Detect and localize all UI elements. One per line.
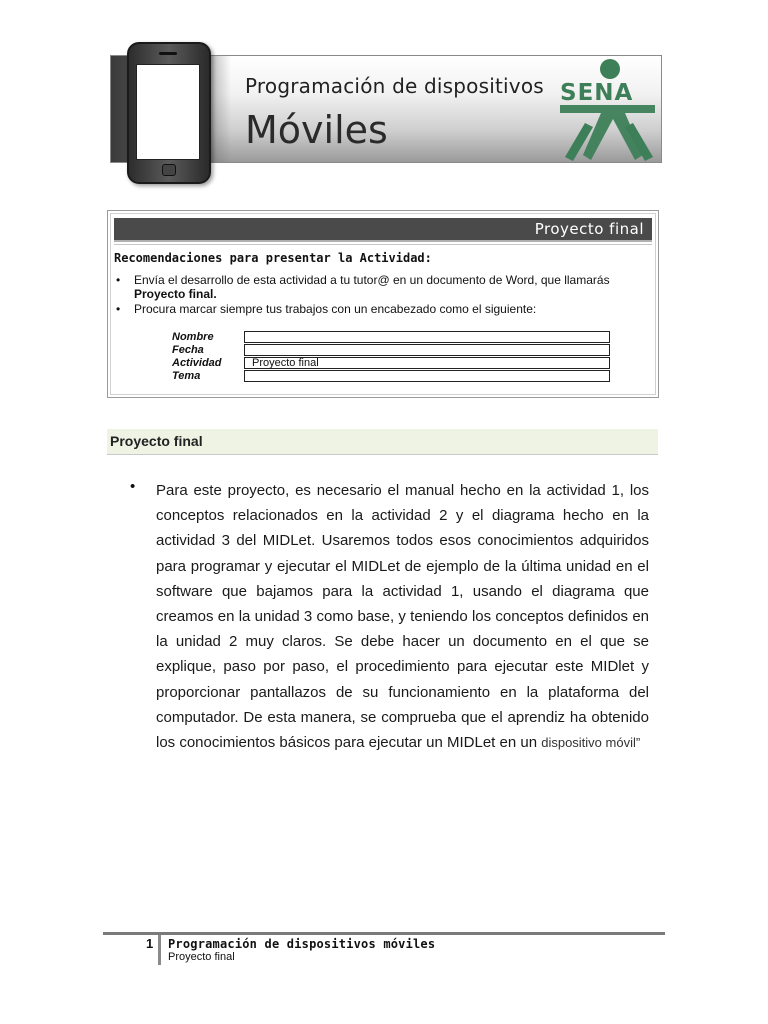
field-value-fecha (244, 344, 610, 356)
footer-separator (158, 935, 161, 965)
section-title: Proyecto final (110, 433, 203, 449)
footer-subtitle: Proyecto final (168, 951, 235, 963)
paragraph-text: Para este proyecto, es necesario el manual hecho en la actividad 1, los conceptos relacionados en la actividad 2 y el diagrama hecho en la actividad 3 del MIDLet. Usaremos todos esos conocimientos adquiridos para programar y ejecutar el MIDLet de ejemplo de la última unidad en el software que bajamos para la actividad 1, usando el diagrama que creamos en la unidad 3 como base, y teniendo los conceptos definidos en la unidad 2 muy claros. Se debe hacer un documento en el que se explique, paso por paso, el procedimiento para ejecutar este MIDlet y proporcionar pantallazos de su funcionamiento en la plataforma del computador. De esta manera, se comprueba que el aprendiz ha obtenido los conocimientos básicos para ejecutar un MIDLet en un (156, 482, 649, 752)
list-item-bold: Proyecto final. (134, 287, 217, 301)
footer-title: Programación de dispositivos móviles (168, 937, 436, 951)
field-value-nombre (244, 331, 610, 343)
recommendations-box (107, 210, 659, 398)
field-label-tema: Tema (172, 370, 201, 382)
recommendations-title: Recomendaciones para presentar la Actividad: (114, 251, 432, 265)
list-item-text: Envía el desarrollo de esta actividad a tu tutor@ en un documento de Word, que llamarás (134, 273, 610, 287)
recommendations-list (114, 273, 654, 317)
banner-title: Programación de dispositivos (245, 74, 544, 98)
sena-logo (555, 57, 659, 161)
recommendations-header-label: Proyecto final (534, 220, 644, 238)
field-value-actividad: Proyecto final (244, 357, 610, 369)
field-label-actividad: Actividad (172, 357, 222, 369)
list-item-text: Procura marcar siempre tus trabajos con un encabezado como el siguiente: (134, 302, 537, 316)
bullet-icon: • (130, 478, 136, 495)
bullet-icon: • (116, 302, 121, 316)
body-paragraph (156, 478, 649, 755)
banner-subtitle: Móviles (245, 108, 388, 152)
section-heading-bar (107, 429, 658, 455)
phone-home-button (162, 164, 176, 176)
logo-head (600, 59, 620, 79)
page-number: 1 (146, 936, 154, 951)
phone-speaker (159, 52, 177, 55)
paragraph-tail: dispositivo móvil” (541, 735, 641, 751)
bullet-icon: • (116, 273, 121, 287)
phone-icon (127, 42, 211, 184)
list-item (114, 302, 654, 316)
list-item (114, 273, 654, 301)
field-value-tema (244, 370, 610, 382)
footer-divider (103, 932, 665, 935)
field-label-fecha: Fecha (172, 344, 204, 356)
divider (114, 244, 652, 245)
field-label-nombre: Nombre (172, 331, 214, 343)
logo-text: SENA (560, 80, 634, 106)
phone-screen (136, 64, 200, 160)
recommendations-header (114, 218, 652, 242)
